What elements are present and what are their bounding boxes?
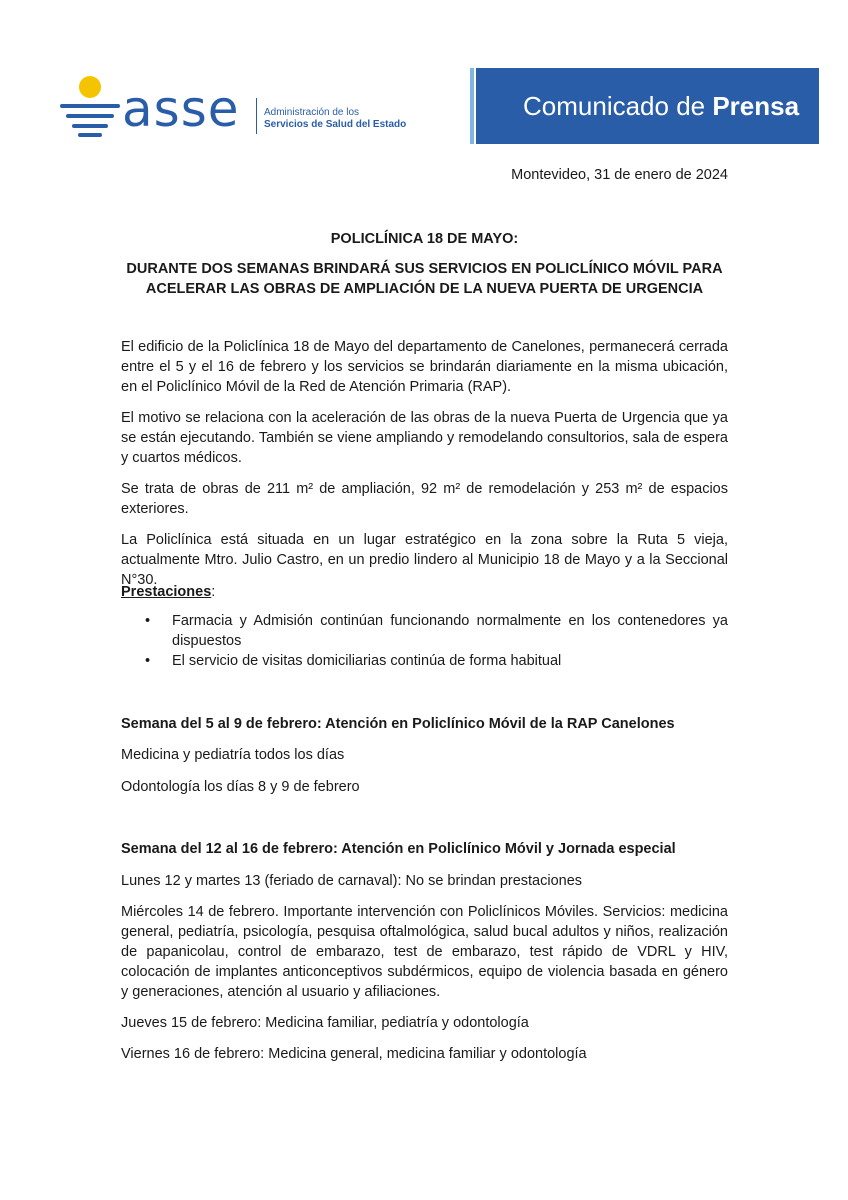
week1-title: Semana del 5 al 9 de febrero: Atención en Policlínico Móvil de la RAP Canelones — [121, 716, 675, 732]
week2-line: Viernes 16 de febrero: Medicina general, medicina familiar y odontología — [121, 1046, 587, 1062]
prestaciones-heading — [121, 582, 215, 602]
week1-line: Medicina y pediatría todos los días — [121, 747, 345, 763]
logo-subtitle-line2: Servicios de Salud del Estado — [264, 119, 407, 130]
press-accent-bar — [470, 68, 474, 144]
press-bold-text: Prensa — [712, 91, 800, 121]
asse-logo — [58, 74, 258, 136]
week2-line: Lunes 12 y martes 13 (feriado de carnaval): No se brindan prestaciones — [121, 873, 583, 889]
paragraph: El motivo se relaciona con la aceleración de las obras de la nueva Puerta de Urgencia que ya se están ejecutando. También se viene ampliando y remodelando consultorios, sala de espera y cuartos médicos. — [121, 410, 728, 466]
logo-subtitle — [264, 107, 406, 131]
logo-subtitle-line1: Administración de los — [264, 107, 360, 118]
logo-stripe — [60, 104, 120, 108]
document-date: Montevideo, 31 de enero de 2024 — [511, 167, 728, 183]
prestaciones-label: Prestaciones — [121, 584, 212, 600]
week2-line: Jueves 15 de febrero: Medicina familiar, pediatría y odontología — [121, 1015, 529, 1031]
sun-icon — [79, 76, 101, 98]
week2-line: Miércoles 14 de febrero. Importante intervención con Policlínicos Móviles. Servicios: medicina general, pediatría, psicología, pesquisa oftalmológica, salud bucal adultos y niños, realización de papanicolau, control de embarazo, test de embarazo, test rápido de VDRL y HIV, colocación de implantes anticonceptivos subdérmicos, equipo de violencia basada en género y generaciones, atención al usuario y afiliaciones. — [121, 904, 728, 1000]
logo-stripe — [78, 133, 102, 137]
logo-divider — [256, 98, 257, 134]
paragraph: Se trata de obras de 211 m² de ampliación, 92 m² de remodelación y 253 m² de espacios exteriores. — [121, 481, 728, 517]
prestaciones-list — [121, 611, 728, 671]
headline-main — [121, 259, 728, 299]
list-item — [121, 611, 728, 651]
logo-stripe — [72, 124, 108, 128]
paragraph: La Policlínica está situada en un lugar estratégico en la zona sobre la Ruta 5 vieja, actualmente Mtro. Julio Castro, en un predio lindero al Municipio 18 de Mayo y a la Seccional N°30. — [121, 532, 728, 588]
press-release-banner — [476, 68, 819, 144]
paragraph: El edificio de la Policlínica 18 de Mayo del departamento de Canelones, permanecerá cerrada entre el 5 y el 16 de febrero y los servicios se brindarán diariamente en la misma ubicación, en el Policlínico Móvil de la Red de Atención Primaria (RAP). — [121, 339, 728, 395]
list-item — [121, 651, 728, 671]
week1-line: Odontología los días 8 y 9 de febrero — [121, 779, 360, 795]
week2-title: Semana del 12 al 16 de febrero: Atención en Policlínico Móvil y Jornada especial — [121, 841, 676, 857]
bullet-icon: • — [145, 653, 151, 669]
list-item-text: Farmacia y Admisión continúan funcionando normalmente en los contenedores ya dispuestos — [172, 613, 728, 649]
headline-subject: POLICLÍNICA 18 DE MAYO: — [330, 231, 519, 247]
prestaciones-colon: : — [211, 584, 216, 600]
bullet-icon: • — [145, 613, 151, 629]
list-item-text: El servicio de visitas domiciliarias continúa de forma habitual — [172, 653, 562, 669]
press-regular-text: Comunicado de — [523, 91, 713, 121]
headline-line-2: ACELERAR LAS OBRAS DE AMPLIACIÓN DE LA NUEVA PUERTA DE URGENCIA — [145, 281, 704, 297]
logo-wordmark: asse — [122, 80, 240, 138]
logo-stripe — [66, 114, 114, 118]
headline-line-1: DURANTE DOS SEMANAS BRINDARÁ SUS SERVICIOS EN POLICLÍNICO MÓVIL PARA — [126, 261, 723, 277]
